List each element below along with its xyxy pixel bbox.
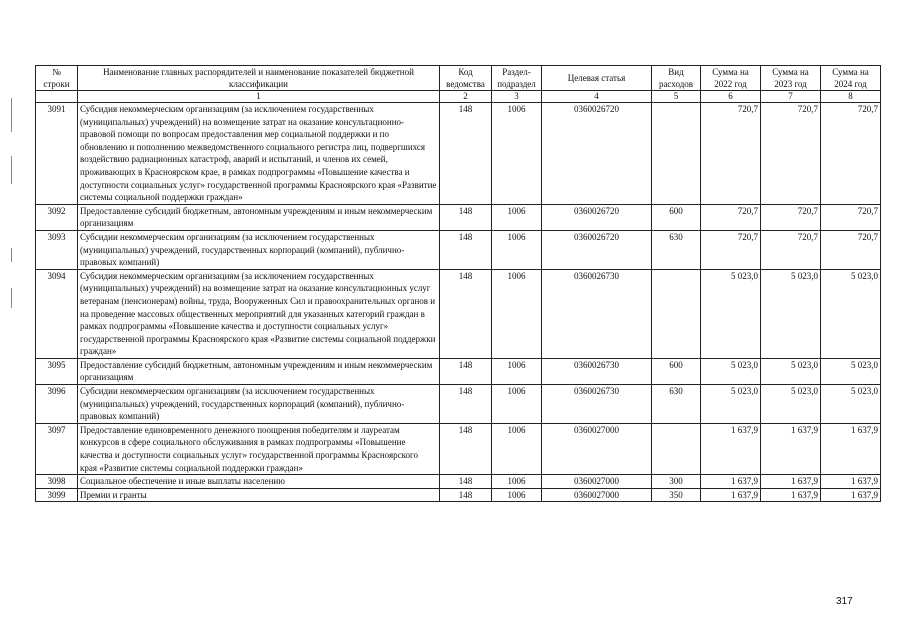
row-number: 3098: [36, 475, 78, 489]
table-row: [36, 230, 881, 269]
row-section: 1006: [492, 423, 542, 474]
row-sum-2022: 720,7: [701, 230, 761, 269]
row-sum-2024: 720,7: [821, 230, 881, 269]
row-number: 3093: [36, 230, 78, 269]
page-number: 317: [836, 596, 853, 607]
row-code: 148: [440, 385, 492, 424]
row-section: 1006: [492, 358, 542, 384]
row-name: Предоставление субсидий бюджетным, автономным учреждениям и иным некоммерческим организациям: [78, 358, 440, 384]
row-vid: [652, 103, 701, 205]
row-sum-2024: 1 637,9: [821, 488, 881, 502]
column-number-row: [36, 91, 881, 103]
row-vid: 630: [652, 385, 701, 424]
row-section: 1006: [492, 488, 542, 502]
row-vid: 350: [652, 488, 701, 502]
row-vid: 300: [652, 475, 701, 489]
column-number: 5: [652, 91, 701, 103]
row-code: 148: [440, 269, 492, 358]
row-name: Субсидия некоммерческим организациям (за исключением государственных (муниципальных) учреждений) на возмещение затрат на оказание консультационных услуг ветеранам (пенсионерам) войны, труда, Вооруженных Сил и правоохранительных органов и на проведение массовых общественных мероприятий для указанных категорий граждан в рамках подпрограммы «Повышение качества и доступности социальных услуг» государственной программы Красноярского края «Развитие системы социальной поддержки граждан»: [78, 269, 440, 358]
row-code: 148: [440, 230, 492, 269]
row-section: 1006: [492, 103, 542, 205]
column-number: 1: [78, 91, 440, 103]
row-article: 0360027000: [542, 488, 652, 502]
row-sum-2023: 1 637,9: [761, 475, 821, 489]
row-sum-2023: 5 023,0: [761, 358, 821, 384]
table-row: [36, 269, 881, 358]
row-article: 0360026730: [542, 358, 652, 384]
column-number: [36, 91, 78, 103]
row-sum-2022: 5 023,0: [701, 358, 761, 384]
row-sum-2024: 720,7: [821, 204, 881, 230]
row-article: 0360027000: [542, 423, 652, 474]
row-sum-2024: 1 637,9: [821, 423, 881, 474]
header-vid: Вид расходов: [652, 66, 701, 91]
table-row: [36, 475, 881, 489]
header-row-no: № строки: [36, 66, 78, 91]
table-row: [36, 488, 881, 502]
row-article: 0360026720: [542, 204, 652, 230]
row-vid: [652, 423, 701, 474]
row-section: 1006: [492, 230, 542, 269]
table-row: [36, 103, 881, 205]
row-sum-2022: 5 023,0: [701, 269, 761, 358]
margin-mark: [11, 288, 12, 308]
row-sum-2024: 5 023,0: [821, 269, 881, 358]
budget-table: [35, 65, 881, 502]
row-code: 148: [440, 423, 492, 474]
row-sum-2022: 720,7: [701, 204, 761, 230]
header-name: Наименование главных распорядителей и наименование показателей бюджетной классификации: [78, 66, 440, 91]
row-name: Субсидии некоммерческим организациям (за исключением государственных (муниципальных) учреждений, государственных корпораций (компаний), публично-правовых компаний): [78, 385, 440, 424]
row-code: 148: [440, 103, 492, 205]
row-section: 1006: [492, 385, 542, 424]
header-code: Код ведомства: [440, 66, 492, 91]
row-name: Предоставление единовременного денежного поощрения победителям и лауреатам конкурсов в сфере социального обслуживания в рамках подпрограммы «Повышение качества и доступности социальных услуг» государственной программы Красноярского края «Развитие системы социальной поддержки граждан»: [78, 423, 440, 474]
row-name: Премии и гранты: [78, 488, 440, 502]
row-sum-2022: 1 637,9: [701, 475, 761, 489]
row-number: 3092: [36, 204, 78, 230]
header-sum-2024: Сумма на 2024 год: [821, 66, 881, 91]
row-sum-2024: 5 023,0: [821, 385, 881, 424]
row-article: 0360027000: [542, 475, 652, 489]
header-sum-2023: Сумма на 2023 год: [761, 66, 821, 91]
row-sum-2022: 5 023,0: [701, 385, 761, 424]
row-name: Субсидия некоммерческим организациям (за исключением государственных (муниципальных) учреждений) на возмещение затрат на оказание консультационно-правовой помощи по вопросам предоставления мер социальной поддержки и по обновлению и пополнению межведомственного социального регистра лиц, подвергшихся воздействию радиационных катастроф, аварий и испытаний, и членов их семей, проживающих в Красноярском крае, в рамках подпрограммы «Повышение качества и доступности социальных услуг» государственной программы Красноярского края «Развитие системы социальной поддержки граждан»: [78, 103, 440, 205]
row-name: Социальное обеспечение и иные выплаты населению: [78, 475, 440, 489]
row-sum-2022: 1 637,9: [701, 488, 761, 502]
row-code: 148: [440, 488, 492, 502]
row-sum-2023: 720,7: [761, 204, 821, 230]
row-section: 1006: [492, 269, 542, 358]
table-row: [36, 358, 881, 384]
column-number: 7: [761, 91, 821, 103]
header-section: Раздел-подраздел: [492, 66, 542, 91]
row-vid: 630: [652, 230, 701, 269]
row-section: 1006: [492, 475, 542, 489]
table-row: [36, 385, 881, 424]
row-code: 148: [440, 204, 492, 230]
row-number: 3094: [36, 269, 78, 358]
row-number: 3099: [36, 488, 78, 502]
row-sum-2023: 1 637,9: [761, 488, 821, 502]
row-sum-2024: 1 637,9: [821, 475, 881, 489]
row-vid: 600: [652, 204, 701, 230]
column-number: 6: [701, 91, 761, 103]
margin-mark: [11, 156, 12, 184]
row-section: 1006: [492, 204, 542, 230]
row-sum-2023: 5 023,0: [761, 269, 821, 358]
column-number: 4: [542, 91, 652, 103]
row-vid: 600: [652, 358, 701, 384]
row-sum-2023: 720,7: [761, 103, 821, 205]
row-sum-2023: 5 023,0: [761, 385, 821, 424]
column-number: 3: [492, 91, 542, 103]
row-article: 0360026730: [542, 385, 652, 424]
column-number: 2: [440, 91, 492, 103]
row-article: 0360026730: [542, 269, 652, 358]
row-name: Субсидии некоммерческим организациям (за исключением государственных (муниципальных) учреждений, государственных корпораций (компаний), публично-правовых компаний): [78, 230, 440, 269]
header-sum-2022: Сумма на 2022 год: [701, 66, 761, 91]
row-number: 3091: [36, 103, 78, 205]
row-number: 3097: [36, 423, 78, 474]
table-row: [36, 204, 881, 230]
column-number: 8: [821, 91, 881, 103]
row-code: 148: [440, 358, 492, 384]
row-sum-2022: 720,7: [701, 103, 761, 205]
row-sum-2023: 720,7: [761, 230, 821, 269]
margin-mark: [11, 98, 12, 132]
row-article: 0360026720: [542, 230, 652, 269]
header-article: Целевая статья: [542, 66, 652, 91]
row-code: 148: [440, 475, 492, 489]
row-name: Предоставление субсидий бюджетным, автономным учреждениям и иным некоммерческим организациям: [78, 204, 440, 230]
row-number: 3096: [36, 385, 78, 424]
row-sum-2022: 1 637,9: [701, 423, 761, 474]
margin-mark: [11, 248, 12, 262]
row-number: 3095: [36, 358, 78, 384]
row-article: 0360026720: [542, 103, 652, 205]
row-sum-2024: 5 023,0: [821, 358, 881, 384]
row-vid: [652, 269, 701, 358]
row-sum-2023: 1 637,9: [761, 423, 821, 474]
table-header-row: [36, 66, 881, 91]
row-sum-2024: 720,7: [821, 103, 881, 205]
table-row: [36, 423, 881, 474]
